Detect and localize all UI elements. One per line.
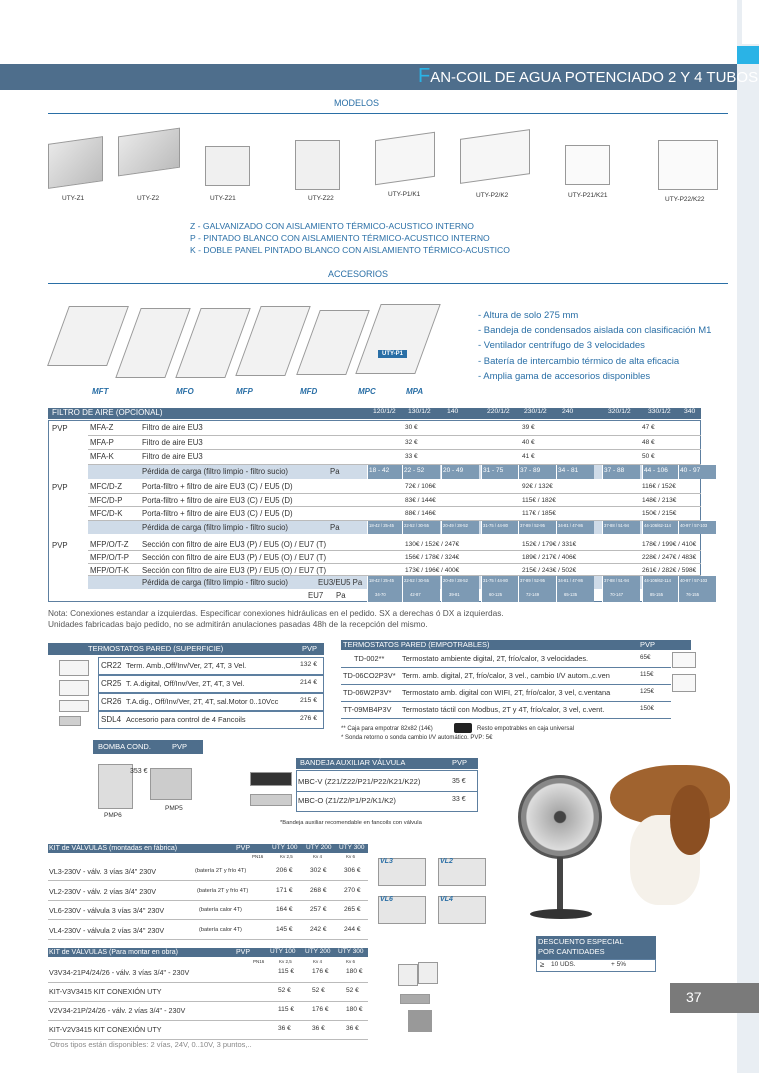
filtro-desc: Porta-filtro + filtro de aire EU3 (C) / EU5 (D) xyxy=(142,509,293,518)
kit1-title: KIT de VÁLVULAS (montadas en fábrica) xyxy=(49,845,178,852)
loss-value: 22-52 / 30-55 xyxy=(404,522,429,528)
product-image-uty-z22 xyxy=(295,140,340,190)
kit1-price: 164 € xyxy=(276,906,293,913)
pump-pmp5-image xyxy=(150,768,192,800)
page-number: 37 xyxy=(686,989,702,1005)
kit1-desc: VL6-230V - válvula 3 vías 3/4" 230V xyxy=(49,906,165,915)
digital-thermostat-image xyxy=(672,674,696,692)
term-emp-note: ** Caja para empotrar 82x82 (14€) xyxy=(341,726,433,732)
term-sup-desc: Accesorio para control de 4 Fancoils xyxy=(126,715,246,724)
filtro-price: 189€ / 217€ / 406€ xyxy=(522,553,577,561)
pvp-label: PVP xyxy=(52,483,68,492)
eu7-cell xyxy=(402,589,440,602)
filtro-desc: Porta-filtro + filtro de aire EU3 (C) / EU5 (D) xyxy=(142,482,293,491)
loss-value: 20 - 49 xyxy=(443,466,464,474)
kit2-price: 176 € xyxy=(312,1006,329,1013)
box-icon xyxy=(454,723,472,733)
loss-value: 31-75 / 44-80 xyxy=(483,522,508,528)
kit1-note: (batería 2T y frío 4T) xyxy=(197,887,249,894)
kit1-sub: Kv 4 xyxy=(313,854,323,859)
accessory-label: MFT xyxy=(92,387,109,396)
pump-label: PMP5 xyxy=(165,805,183,812)
filtro-col-header: 330/1/2 xyxy=(648,408,671,415)
kit1-note: (batería calor 4T) xyxy=(199,907,242,913)
filtro-price: 47 € xyxy=(642,424,655,431)
bandeja-pvp: PVP xyxy=(452,758,468,767)
filtro-code: MFP/O/T-P xyxy=(90,552,129,562)
kit2-desc: KIT-V2V3415 KIT CONEXIÓN UTY xyxy=(49,1025,162,1034)
term-sup-title: TERMOSTATOS PARED (SUPERFICIE) xyxy=(88,644,224,653)
product-image-uty-p1k1 xyxy=(375,132,435,185)
loss-value: 20-49 / 28-52 xyxy=(443,522,468,528)
filtro-price: 173€ / 196€ / 400€ xyxy=(405,566,460,574)
filtro-price: 116€ / 152€ xyxy=(642,483,676,490)
loss-value: 37 - 88 xyxy=(604,466,625,474)
filtro-col-header: 220/1/2 xyxy=(487,408,510,415)
filtro-price: 148€ / 213€ xyxy=(642,496,677,504)
kit2-price: 52 € xyxy=(346,987,359,994)
filtro-code: MFP/O/T-Z xyxy=(90,540,129,549)
filtro-price: 30 € xyxy=(405,424,418,431)
filtro-code: MFC/D-P xyxy=(90,495,123,505)
filtro-price: 32 € xyxy=(405,438,418,446)
feature-item: - Altura de solo 275 mm xyxy=(478,310,579,321)
term-emp-desc: Term. amb. digital, 2T, frío/calor, 3 vel., cambio I/V autom.,c.ven xyxy=(402,671,610,680)
eu7-cell xyxy=(367,589,405,602)
kit1-price: 270 € xyxy=(344,886,361,894)
filtro-code: MFC/D-Z xyxy=(90,482,123,491)
page-number-tab xyxy=(670,983,759,1013)
term-emp-code: TD-06CO2P3V* xyxy=(343,671,396,680)
valve-label: VL6 xyxy=(380,896,393,903)
valve-label: VL4 xyxy=(440,896,453,903)
filtro-price: 152€ / 179€ / 331€ xyxy=(522,541,577,548)
feature-item: - Ventilador centrífugo de 3 velocidades xyxy=(478,340,645,351)
filtro-col-header: 340 xyxy=(684,408,696,415)
term-emp-note: * Sonda retorno o sonda cambio I/V automático. PVP: 5€ xyxy=(341,735,493,741)
model-label: UTY-P1/K1 xyxy=(388,191,421,198)
kit1-price: 206 € xyxy=(276,867,293,874)
bandeja-price: 35 € xyxy=(452,778,466,785)
term-emp-desc: Termostato táctil con Modbus, 2T y 4T, frío/calor, 3 vel, c.vent. xyxy=(402,705,605,714)
kit1-col: UTY 300 xyxy=(339,844,365,851)
loss-label: Pérdida de carga (filtro limpio - filtro sucio) xyxy=(142,578,289,588)
term-sup-price: 276 € xyxy=(300,715,318,722)
fan-dog-image xyxy=(500,745,740,935)
term-sup-price: 132 € xyxy=(300,661,318,668)
kit2-sub: Kv 4 xyxy=(313,959,323,964)
eu7-value: 72-149 xyxy=(526,592,540,598)
term-sup-desc: T. A.digital, Off/Inv/Ver, 2T, 4T, 3 Vel. xyxy=(126,679,245,688)
bandeja-model: MBC-V (Z21/Z22/P21/P22/K21/K22) xyxy=(298,777,421,786)
legend-line: P - PINTADO BLANCO CON AISLAMIENTO TÉRMICO-ACUSTICO INTERNO xyxy=(190,233,490,243)
kit1-price: 257 € xyxy=(310,906,327,913)
term-emp-price: 125€ xyxy=(640,688,655,695)
filtro-desc: Sección con filtro de aire EU3 (P) / EU5 (O) / EU7 (T) xyxy=(142,565,327,575)
legend-line: K - DOBLE PANEL PINTADO BLANCO CON AISLAMIENTO TÉRMICO-ACUSTICO xyxy=(190,245,510,255)
right-tab-2 xyxy=(742,0,759,44)
kit1-note: (batería calor 4T) xyxy=(199,926,242,933)
model-label: UTY-Z1 xyxy=(62,195,85,202)
descuento-qty: 10 UDS. xyxy=(551,961,576,968)
kit2-price: 36 € xyxy=(278,1025,291,1032)
loss-value: 34-81 / 47-86 xyxy=(558,578,583,584)
loss-value: 44-106/62-114 xyxy=(644,522,671,528)
eu7-value: 65-135 xyxy=(564,592,578,598)
filtro-desc: Filtro de aire EU3 xyxy=(142,437,203,447)
eu7-value: 60-125 xyxy=(489,592,503,598)
filtro-col-header: 240 xyxy=(562,408,574,415)
kit1-desc: VL3-230V - válv. 3 vías 3/4" 230V xyxy=(49,867,157,876)
kit2-price: 115 € xyxy=(278,968,295,975)
kit2-price: 180 € xyxy=(346,1006,363,1013)
filtro-desc: Porta-filtro + filtro de aire EU3 (C) / EU5 (D) xyxy=(142,495,293,505)
term-emp-pvp: PVP xyxy=(640,640,656,649)
filtro-desc: Sección con filtro de aire EU3 (P) / EU5 (O) / EU7 (T) xyxy=(142,540,327,549)
loss-value: 20-49 / 28-52 xyxy=(443,578,468,584)
filtro-price: 156€ / 178€ / 324€ xyxy=(405,553,460,561)
term-emp-code: TT-09MB4P3V xyxy=(343,705,392,714)
filtro-price: 115€ / 182€ xyxy=(522,496,556,504)
filtro-code: MFA-K xyxy=(90,452,114,461)
filtro-price: 215€ / 243€ / 502€ xyxy=(522,566,577,574)
filtro-price: 33 € xyxy=(405,453,418,460)
kit2-desc: V3V34-21P4/24/26 - válv. 3 vías 3/4" - 230V xyxy=(49,968,190,977)
feature-item: - Amplia gama de accesorios disponibles xyxy=(478,371,651,382)
filtro-desc: Filtro de aire EU3 xyxy=(142,423,203,432)
filtro-price: 40 € xyxy=(522,438,535,446)
kit1-pvp: PVP xyxy=(236,845,251,852)
term-emp-code: TD-002** xyxy=(354,654,385,663)
filtro-col-header: 120/1/2 xyxy=(373,408,396,415)
valve-label: VL3 xyxy=(380,858,393,865)
kit2-price: 52 € xyxy=(312,987,325,994)
term-sup-desc: Term. Amb.,Off/Inv/Ver, 2T, 4T, 3 Vel. xyxy=(126,661,247,670)
loss-value: 34 - 81 xyxy=(558,466,579,474)
kit2-sub: PN16 xyxy=(253,959,265,964)
accesorios-label: ACCESORIOS xyxy=(328,269,389,279)
kit2-col: UTY 300 xyxy=(338,948,364,955)
eu7-value: 39-81 xyxy=(449,592,460,598)
bandeja-note: *Bandeja auxiliar recomendable en fancoils con válvula xyxy=(280,820,422,826)
model-label: UTY-Z22 xyxy=(308,195,334,202)
term-emp-desc: Termostato amb. digital con WIFI, 2T, frío/calor, 3 vel, c.ventana xyxy=(402,688,611,697)
loss-value: 34-81 / 47-86 xyxy=(558,522,583,528)
loss-value: 40 - 97 xyxy=(680,466,701,474)
filtro-code: MFA-Z xyxy=(90,423,114,432)
loss-value: 31-75 / 44-80 xyxy=(483,578,508,584)
kit1-col: UTY 100 xyxy=(272,844,298,851)
eu7-unit: Pa xyxy=(336,591,346,601)
term-sup-code: CR25 xyxy=(101,679,122,688)
model-label: UTY-P21/K21 xyxy=(568,192,608,199)
kit1-desc: VL4-230V - válvula 2 vías 3/4" 230V xyxy=(49,925,165,935)
filtro-price: 130€ / 152€ / 247€ xyxy=(405,541,460,548)
filtro-price: 41 € xyxy=(522,453,535,460)
loss-value: 37 - 89 xyxy=(520,466,541,474)
thermostat-image xyxy=(55,658,95,728)
right-tab xyxy=(737,46,759,64)
loss-value: 31 - 75 xyxy=(483,466,504,474)
filtro-col-header: 140 xyxy=(447,408,459,415)
filtro-title: FILTRO DE AIRE (OPCIONAL) xyxy=(52,408,163,417)
kit2-sub: Kv 2,5 xyxy=(279,959,292,964)
eu7-cell xyxy=(441,589,479,602)
term-emp-note: Resto empotrables en caja universal xyxy=(477,726,575,732)
loss-value: 37-88 / 51-94 xyxy=(604,522,629,528)
loss-unit: Pa xyxy=(330,522,340,532)
accessory-label: MFO xyxy=(176,387,194,396)
pump-label: PMP6 xyxy=(104,812,122,819)
loss-value: 40-97 / 57-103 xyxy=(680,578,708,584)
kit1-sub: Kv 2,5 xyxy=(280,854,293,859)
pvp-label: PVP xyxy=(52,424,68,433)
eu7-value: 42-87 xyxy=(410,592,421,598)
eu7-value: 85-155 xyxy=(650,592,664,598)
kit1-price: 302 € xyxy=(310,867,327,874)
kit2-desc: KIT-V3V3415 KIT CONEXIÓN UTY xyxy=(49,987,162,996)
loss-value: 22 - 52 xyxy=(404,466,425,474)
filtro-price: 48 € xyxy=(642,438,655,446)
bandeja-model: MBC-O (Z1/Z2/P1/P2/K1/K2) xyxy=(298,796,396,805)
modelos-label: MODELOS xyxy=(334,98,380,108)
filtro-col-header: 230/1/2 xyxy=(524,408,547,415)
kit1-price: 145 € xyxy=(276,925,293,933)
bomba-pvp: PVP xyxy=(172,742,188,751)
accessory-label: MPC xyxy=(358,387,376,396)
kit2-price: 52 € xyxy=(278,987,291,994)
filtro-price: 117€ / 185€ xyxy=(522,510,556,517)
legend-line: Z - GALVANIZADO CON AISLAMIENTO TÉRMICO-ACUSTICO INTERNO xyxy=(190,221,474,231)
product-image-uty-z1 xyxy=(48,136,103,189)
pump-pmp6-image xyxy=(98,764,133,809)
kit1-price: 265 € xyxy=(344,906,361,913)
nota-line: Nota: Conexiones estandar a izquierdas. Especificar conexiones hidráulicas en el pedido. SX a derechas ó DX a izquierdas. xyxy=(48,608,504,618)
kit1-price: 306 € xyxy=(344,867,361,874)
kit2-desc: V2V34-21P/24/26 - válv. 2 vías 3/4" - 230V xyxy=(49,1006,186,1015)
kit1-sub: Kv 6 xyxy=(346,854,356,859)
kit2-price: 176 € xyxy=(312,968,329,975)
term-sup-desc: T.A.dig., Off/Inv/Ver, 2T, 4T, sal.Motor 0..10Vcc xyxy=(126,697,279,706)
product-image-uty-z21 xyxy=(205,146,250,186)
loss-value: 44-106/62-114 xyxy=(644,578,671,584)
kit1-price: 242 € xyxy=(310,925,327,933)
valve-kit-image xyxy=(388,960,448,1035)
kit2-price: 36 € xyxy=(346,1025,359,1032)
term-sup-code: CR22 xyxy=(101,661,122,670)
kit2-col: UTY 100 xyxy=(270,948,296,955)
right-cyan-bar xyxy=(737,0,759,1073)
loss-value: 40-97 / 57-103 xyxy=(680,522,708,528)
filtro-price: 50 € xyxy=(642,453,655,460)
filtro-col-header: 320/1/2 xyxy=(608,408,631,415)
term-sup-pvp: PVP xyxy=(302,644,318,653)
accessory-label: MFD xyxy=(300,387,318,396)
model-label: UTY-P22/K22 xyxy=(665,196,705,203)
filtro-desc: Sección con filtro de aire EU3 (P) / EU5 (O) / EU7 (T) xyxy=(142,552,327,562)
filtro-price: 228€ / 247€ / 483€ xyxy=(642,553,697,561)
tray-image xyxy=(250,772,292,786)
eu7-value: 76-155 xyxy=(686,592,700,598)
bandeja-price: 33 € xyxy=(452,796,466,803)
bandeja-title: BANDEJA AUXILIAR VÁLVULA xyxy=(300,758,406,767)
modelos-line xyxy=(48,113,728,114)
loss-value: 18-42 / 25-45 xyxy=(369,578,394,584)
loss-value: 44 - 106 xyxy=(644,466,668,474)
pvp-label: PVP xyxy=(52,541,68,550)
term-sup-code: SDL4 xyxy=(101,715,122,724)
filtro-code: MFP/O/T-K xyxy=(90,565,129,575)
kit2-pvp: PVP xyxy=(236,949,251,956)
term-sup-price: 215 € xyxy=(300,697,318,704)
accessory-label: MFP xyxy=(236,387,253,396)
term-emp-price: 65€ xyxy=(640,654,651,661)
filtro-code: MFA-P xyxy=(90,437,114,447)
kit2-price: 180 € xyxy=(346,968,363,975)
model-label: UTY-Z21 xyxy=(210,195,236,202)
loss-label: Pérdida de carga (filtro limpio - filtro sucio) xyxy=(142,466,289,476)
kit2-col: UTY 200 xyxy=(305,948,331,955)
product-image-uty-z2 xyxy=(118,128,180,177)
term-emp-code: TD-06W2P3V* xyxy=(343,688,392,697)
bomba-title: BOMBA COND. xyxy=(98,742,151,751)
loss-unit: Pa xyxy=(330,466,340,476)
kit1-price: 171 € xyxy=(276,886,293,894)
descuento-symbol: ≥ xyxy=(540,960,545,969)
loss-value: 37-89 / 52-95 xyxy=(520,578,545,584)
descuento-title: POR CANTIDADES xyxy=(538,947,605,956)
kit1-price: 244 € xyxy=(344,925,361,933)
kit2-title: KIT de VÁLVULAS (Para montar en obra) xyxy=(49,949,178,956)
term-emp-title: TERMOSTATOS PARED (EMPOTRABLES) xyxy=(343,640,490,649)
term-emp-price: 115€ xyxy=(640,671,654,678)
descuento-title: DESCUENTO ESPECIAL xyxy=(538,937,624,946)
model-label: UTY-P2/K2 xyxy=(476,192,509,199)
model-label: UTY-Z2 xyxy=(137,195,160,202)
feature-item: - Batería de intercambio térmico de alta eficacia xyxy=(478,356,680,367)
filtro-price: 72€ / 106€ xyxy=(405,483,436,490)
loss-value: 37-88 / 51-94 xyxy=(604,578,629,584)
filtro-price: 261€ / 282€ / 598€ xyxy=(642,566,697,574)
eu7-value: 70-147 xyxy=(610,592,624,598)
filtro-price: 92€ / 132€ xyxy=(522,483,553,490)
accessory-label: MPA xyxy=(406,387,424,396)
uty-badge: UTY-P1 xyxy=(378,350,407,358)
eu7-value: 34-70 xyxy=(375,592,386,598)
product-image-uty-p21k21 xyxy=(565,145,610,185)
term-sup-code: CR26 xyxy=(101,697,122,706)
filtro-desc: Filtro de aire EU3 xyxy=(142,452,203,461)
kit1-col: UTY 200 xyxy=(306,844,332,851)
accessories-image xyxy=(48,298,468,398)
kit2-price: 115 € xyxy=(278,1006,295,1013)
page-title: FAN-COIL DE AGUA POTENCIADO 2 Y 4 TUBOS xyxy=(418,65,759,87)
loss-label: Pérdida de carga (filtro limpio - filtro sucio) xyxy=(142,522,289,532)
filtro-price: 150€ / 215€ xyxy=(642,510,677,517)
kit1-desc: VL2-230V - válv. 2 vías 3/4" 230V xyxy=(49,886,157,896)
loss-unit: EU3/EU5 Pa xyxy=(318,578,363,588)
filtro-price: 178€ / 199€ / 410€ xyxy=(642,541,697,548)
kit2-price: 36 € xyxy=(312,1025,325,1032)
product-image-uty-p2k2 xyxy=(460,129,530,184)
loss-value: 18-42 / 25-45 xyxy=(369,522,394,528)
filtro-price: 88€ / 146€ xyxy=(405,510,436,517)
tray-image xyxy=(250,794,292,806)
kit1-sub: PN16 xyxy=(252,854,264,859)
filtro-price: 83€ / 144€ xyxy=(405,496,436,504)
kit1-note: (batería 2T y frío 4T) xyxy=(195,868,247,874)
descuento-pct: + 5% xyxy=(611,961,626,968)
digital-thermostat-image xyxy=(672,652,696,668)
valve-image xyxy=(378,852,498,927)
filtro-code: MFC/D-K xyxy=(90,509,123,518)
bandeja-divider xyxy=(296,791,478,792)
accesorios-line xyxy=(48,283,728,284)
term-emp-desc: Termostato ambiente digital, 2T, frío/calor, 3 velocidades. xyxy=(402,654,589,663)
product-image-uty-p22k22 xyxy=(658,140,718,190)
nota-line: Unidades fabricadas bajo pedido, no se admitirán anulaciones pasadas 48h de la recepción del mismo. xyxy=(48,619,428,629)
valve-label: VL2 xyxy=(440,858,453,865)
bomba-price: 353 € xyxy=(130,768,148,775)
loss-value: 22-52 / 30-55 xyxy=(404,578,429,584)
term-sup-price: 214 € xyxy=(300,679,318,686)
filtro-price: 39 € xyxy=(522,424,535,431)
term-emp-price: 150€ xyxy=(640,705,655,712)
filtro-col-header: 130/1/2 xyxy=(408,408,431,415)
otros-note: Otros tipos están disponibles: 2 vías, 24V, 0..10V, 3 puntos,.. xyxy=(50,1040,252,1049)
loss-value: 37-89 / 52-95 xyxy=(520,522,545,528)
kit2-sub: Kv 6 xyxy=(346,959,356,964)
kit1-price: 268 € xyxy=(310,886,327,894)
eu7-label: EU7 xyxy=(308,591,324,601)
loss-value: 18 - 42 xyxy=(369,466,390,474)
feature-item: - Bandeja de condensados aislada con clasificación M1 xyxy=(478,325,712,336)
